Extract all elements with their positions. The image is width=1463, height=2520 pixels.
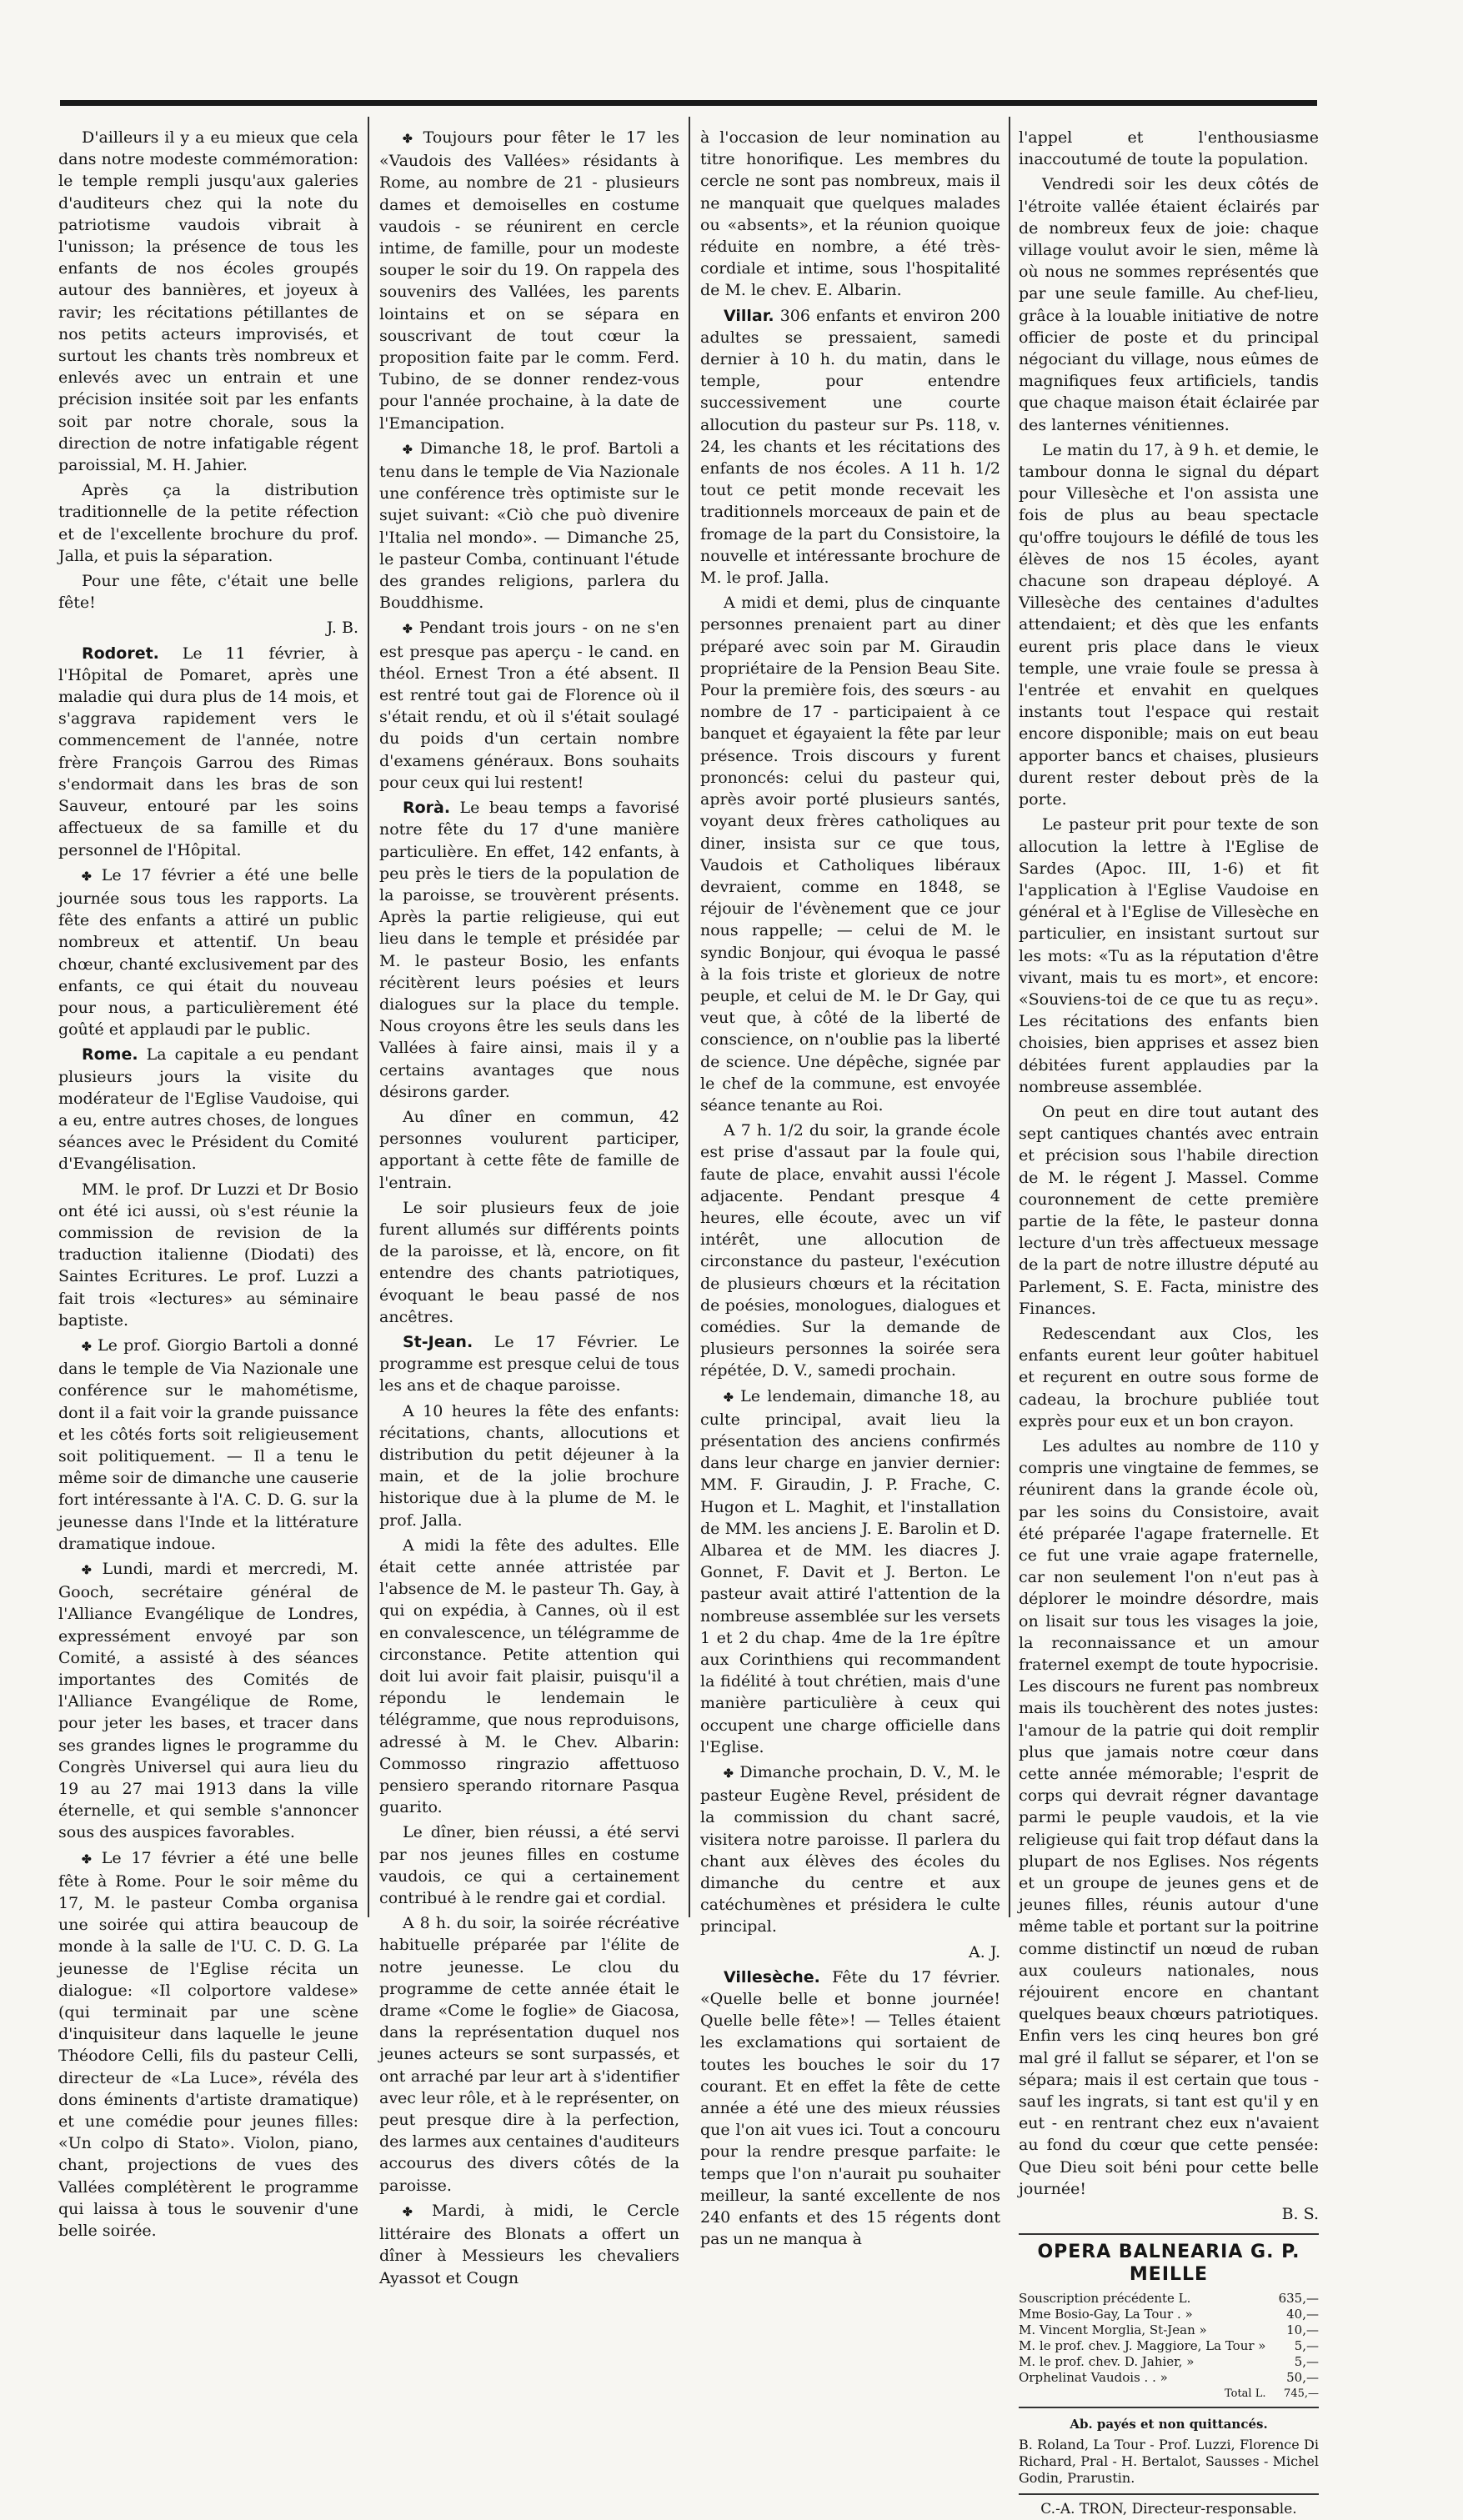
separator-icon: ✤	[403, 623, 413, 637]
paragraph: A 7 h. 1/2 du soir, la grande école est prise d'assaut par la foule qui, faute de place, envahit aussi l'école adjacente. Pendant presque 4 heures, elle écoute, avec un vif intérêt, une allocution de circonstance du pasteur, l'exécution de plusieurs chœurs et la récitation de poésies, monologues, dialogues et comédies. Sur la demande de plusieurs personnes la soirée sera répétée, D. V., samedi prochain.	[700, 1121, 1000, 1380]
paragraph-text: Lundi, mardi et mercredi, M. Gooch, secrétaire général de l'Alliance Evangélique de Londres, expressément envoyé par son Comité, a assisté à des séances importantes des Comités de l'Alliance Evangélique de Rome, pour jeter les bases, et tracer dans ses grandes lignes le programme du Congrès Universel qui aura lieu du 19 au 27 mai 1913 dans la ville éternelle, et qui semble s'annoncer sous des auspices favorables.	[58, 1560, 358, 1842]
paragraph-text: Le 17 février a été une belle journée sous tous les rapports. La fête des enfants a attiré un public nombreux et attentif. Un beau chœur, chanté exclusivement par des enfants, ce qui était du nouveau pour nous, a particulièrement été goûté et applaudi par le public.	[58, 865, 358, 1040]
separator-icon: ✤	[724, 1767, 734, 1781]
paid-title: Ab. payés et non quittancés.	[1070, 2416, 1268, 2432]
signature: A. J.	[969, 1942, 1000, 1961]
paragraph-text: Mardi, à midi, le Cercle littéraire des Blonats a offert un dîner à Messieurs les chevaliers Ayassot et Cougn	[379, 2201, 679, 2287]
paragraph: à l'occasion de leur nomination au titre honorifique. Les membres du cercle ne sont pas nombreux, mais il ne manquait que quelques malades ou «absents», et la réunion quoique réduite en nombre, a été très-cordiale et intime, sous l'hospitalité de M. le chev. E. Albarin.	[700, 128, 1000, 300]
paragraph: Pour une fête, c'était une belle fête!	[58, 572, 358, 613]
paragraph: On peut en dire tout autant des sept cantiques chantés avec entrain et précision sous l'habile direction de M. le régent J. Massel. Comme couronnement de cette première partie de la fête, le pasteur donna lecture d'un très affectueux message de la part de notre illustre député au Parlement, S. E. Facta, ministre des Finances.	[1019, 1102, 1319, 1318]
subscription-row	[1019, 2307, 1319, 2322]
paid-text: B. Roland, La Tour - Prof. Luzzi, Florence Di Richard, Pral - H. Bertalot, Sausses - Michel Godin, Prarustin.	[1019, 2436, 1319, 2486]
heading-villar: Villar.	[724, 306, 774, 325]
subscription-row	[1019, 2322, 1319, 2338]
signature: J. B.	[326, 619, 358, 638]
paragraph-text: Le 17 Février. Le programme est presque celui de tous les ans et de chaque paroisse.	[379, 1332, 679, 1395]
director-signature: C.-A. TRON, Directeur-responsable.	[1019, 2493, 1319, 2520]
subscription-amount: 50,—	[1286, 2369, 1319, 2385]
paragraph	[379, 617, 679, 794]
divider	[1019, 2407, 1319, 2408]
subscription-table	[1019, 2291, 1319, 2402]
paragraph	[700, 1761, 1000, 1938]
subscription-label: M. le prof. chev. J. Maggiore, La Tour »	[1019, 2337, 1266, 2353]
column-divider	[689, 117, 690, 1917]
top-rule	[60, 100, 1317, 106]
paragraph	[58, 1335, 358, 1555]
separator-icon: ✤	[82, 1564, 92, 1577]
paragraph: Au dîner en commun, 42 personnes voulurent participer, apportant à cette fête de famille de l'entrain.	[379, 1107, 679, 1192]
paragraph-villar	[700, 305, 1000, 589]
paragraph-villeseche	[700, 1966, 1000, 2251]
paragraph-rodoret	[58, 643, 358, 861]
paragraph-text: Le lendemain, dimanche 18, au culte principal, avait lieu la présentation des anciens confirmés dans leur charge en janvier dernier: MM. F. Giraudin, J. P. Frache, C. Hugon et L. Maghit, et l'installation de MM. les anciens J. E. Barolin et D. Albarea et de MM. les diacres J. Gonnet, F. Davit et J. Berton. Le pasteur avait attiré l'attention de la nombreuse assemblée sur les versets 1 et 2 du chap. 4me de la 1re épître aux Corinthiens qui recommandent la fidélité à tout chrétien, mais d'une manière particulière à ceux qui occupent une charge officielle dans l'Eglise.	[700, 1386, 1000, 1756]
subscription-amount: 5,—	[1294, 2353, 1319, 2369]
separator-icon: ✤	[724, 1390, 734, 1405]
separator-icon: ✤	[82, 1340, 92, 1354]
subscription-title: OPERA BALNEARIA G. P. MEILLE	[1019, 2233, 1319, 2285]
total-label: Total L.	[1224, 2387, 1266, 2400]
paragraph-text: 306 enfants et environ 200 adultes se pressaient, samedi dernier à 10 h. du matin, dans le temple, pour entendre successivement une courte allocution du pasteur sur Ps. 118, v. 24, les chants et les récitations des enfants de nos écoles. A 11 h. 1/2 tout ce petit monde recevait les traditionnels morceaux de pain et de fromage de la part du Consistoire, la nouvelle et intéressante brochure de M. le prof. Jalla.	[700, 306, 1000, 588]
subscription-box	[1019, 2233, 1319, 2520]
paragraph: Le soir plusieurs feux de joie furent allumés sur différents points de la paroisse, et là, encore, on fit entendre des chants patriotiques, évoquant le beau passé de nos ancêtres.	[379, 1198, 679, 1326]
paragraph-stjean	[379, 1331, 679, 1397]
total-amount: 745,—	[1284, 2387, 1319, 2400]
column-divider	[368, 117, 369, 1917]
column-3	[700, 127, 1000, 2249]
subscription-label: Mme Bosio-Gay, La Tour . »	[1019, 2306, 1193, 2322]
paragraph: MM. le prof. Dr Luzzi et Dr Bosio ont été ici aussi, où s'est réunie la commission de revision de la traduction italienne (Diodati) des Saintes Ecritures. Le prof. Luzzi a fait trois «lectures» au séminaire baptiste.	[58, 1180, 358, 1330]
subscription-amount: 40,—	[1286, 2306, 1319, 2322]
subscription-amount: 10,—	[1286, 2322, 1319, 2337]
paragraph: Le matin du 17, à 9 h. et demie, le tambour donna le signal du départ pour Villesèche et l'on assista une fois de plus au beau spectacle qu'offre toujours le défilé de tous les élèves de nos 15 écoles, ayant chacune son drapeau déployé. A Villesèche des centaines d'adultes attendaient; et dès que les enfants eurent pris place dans le vieux temple, une vraie foule se pressa à l'entrée et envahit en quelques instants tout l'espace qui restait encore disponible; mais on eut beau apporter bancs et chaises, plusieurs durent rester debout près de la porte.	[1019, 440, 1319, 809]
paragraph: Après ça la distribution traditionnelle de la petite réfection et de l'excellente brochure du prof. Jalla, et puis la séparation.	[58, 481, 358, 565]
column-1	[58, 127, 359, 2241]
paragraph: A midi la fête des adultes. Elle était cette année attristée par l'absence de M. le pasteur Th. Gay, à qui on expédia, à Cannes, où il est en convalescence, un télégramme de circonstance. Petite attention qui doit lui avoir fait plaisir, puisqu'il a répondu le lendemain le télégramme, que nous reproduisons, adressé à M. le Chev. Albarin: Commosso ringrazio affettuoso pensiero sperando ritornare Pasqua guarito.	[379, 1536, 679, 1817]
paragraph	[58, 1558, 358, 1844]
paragraph: Vendredi soir les deux côtés de l'étroite vallée étaient éclairés par de nombreux feux de joie: chaque village voulut avoir le sien, même là où nous ne sommes représentés que par une seule famille. Au chef-lieu, grâce à la louable initiative de notre officier de poste et du principal négociant du village, nous eûmes de magnifiques feux artificiels, tandis que chaque maison était éclairée par des lanternes vénitiennes.	[1019, 175, 1319, 434]
subscription-label: M. le prof. chev. D. Jahier, »	[1019, 2353, 1195, 2369]
subscription-label: M. Vincent Morglia, St-Jean »	[1019, 2322, 1207, 2337]
paragraph	[58, 1847, 358, 2242]
heading-stjean: St-Jean.	[403, 1332, 473, 1351]
paragraph: A 10 heures la fête des enfants: récitations, chants, allocutions et distribution du petit déjeuner à la main, et de la jolie brochure historique due à la plume de M. le prof. Jalla.	[379, 1401, 679, 1530]
paragraph: A midi et demi, plus de cinquante personnes prenaient part au diner préparé avec soin par M. Giraudin propriétaire de la Pension Beau Site. Pour la première fois, des sœurs - au nombre de 17 - participaient à ce banquet et égayaient la fête par leur présence. Trois discours y furent prononcés: celui du pasteur qui, après avoir porté plusieurs santés, voyant deux frères catholiques au diner, insista sur ce que tous, Vaudois et Catholiques libéraux devraient, comme en 1848, se réjouir de l'évènement que ce jour nous rappelle; — celui de M. le syndic Bonjour, qui évoqua le passé à la fois triste et glorieux de notre peuple, et celui de M. le Dr Gay, qui veut que, à côté de la liberté de conscience, on n'oublie pas la liberté de science. Une dépêche, signée par le chef de la commune, est envoyée séance tenante au Roi.	[700, 594, 1000, 1115]
paragraph: Redescendant aux Clos, les enfants eurent leur goûter habituel et reçurent en outre sous forme de cadeau, la brochure publiée tout exprès pour eux et un bon crayon.	[1019, 1324, 1319, 1430]
paragraph: l'appel et l'enthousiasme inaccoutumé de toute la population.	[1019, 128, 1319, 169]
column-divider	[1009, 117, 1010, 1917]
paragraph: A 8 h. du soir, la soirée récréative habituelle préparée par l'élite de notre jeunesse. Le clou du programme de cette année était le drame «Come le foglie» de Giacosa, dans la représentation duquel nos jeunes acteurs se sont surpassés, et ont arraché par leur art à s'identifier avec leur rôle, et à le représenter, on peut presque dire à la perfection, des larmes aux centaines d'auditeurs accourus des divers côtés de la paroisse.	[379, 1914, 679, 2195]
subscription-label: Orphelinat Vaudois . . »	[1019, 2369, 1168, 2385]
heading-rodoret: Rodoret.	[82, 644, 159, 663]
paragraph-text: Dimanche 18, le prof. Bartoli a tenu dans le temple de Via Nazionale une conférence très optimiste sur le sujet suivant: «Ciò che può divenire l'Italia nel mondo». — Dimanche 25, le pasteur Comba, continuant l'étude des grandes religions, parlera du Bouddhisme.	[379, 438, 679, 613]
subscription-row	[1019, 2338, 1319, 2354]
paragraph	[379, 2200, 679, 2289]
subscription-row	[1019, 2291, 1319, 2307]
subscription-amount: 5,—	[1294, 2337, 1319, 2353]
paragraph-text: Le beau temps a favorisé notre fête du 17 d'une manière particulière. En effet, 142 enfants, à peu près le tiers de la population de la paroisse, se trouvèrent présents. Après la partie religieuse, qui eut lieu dans le temple et présidée par M. le pasteur Bosio, les enfants récitèrent leurs poésies et leurs dialogues sur la place du temple. Nous croyons être les seuls dans les Vallées à faire ainsi, mais il y a certains avantages que nous désirons garder.	[379, 799, 679, 1101]
paragraph-rora	[379, 797, 679, 1103]
paragraph: Les adultes au nombre de 110 y compris une vingtaine de femmes, se réunirent dans la grande école où, par les soins du Consistoire, avait été préparée l'agape fraternelle. Et ce fut une vraie agape fraternelle, car non seulement l'on n'eut pas à déplorer le moindre désordre, mais on lisait sur tous les visages la joie, la reconnaissance et un amour fraternel exempt de toute hypocrisie. Les discours ne furent pas nombreux mais ils touchèrent des notes justes: l'amour de la patrie qui doit remplir plus que jamais notre cœur dans cette année mémorable; l'esprit de corps qui devrait régner davantage parmi le peuple vaudois, et la vie religieuse qui fait trop défaut dans la plupart de nos Eglises. Nos régents et un groupe de jeunes gens et de jeunes filles, réunis autour d'une même table et portant sur la poitrine comme distinctif un nœud de ruban aux couleurs nationales, nous réjouirent encore en chantant quelques beaux chœurs patriotiques. Enfin vers les cinq heures bon gré mal gré il fallut se séparer, et l'on se sépara; mais il est certain que tous - sauf les ingrats, si tant est qu'il y en eut - en rentrant chez eux n'avaient au fond du cœur que cette pensée: Que Dieu soit béni pour cette belle journée!	[1019, 1436, 1319, 2198]
signature: B. S.	[1281, 2205, 1319, 2224]
subscription-row	[1019, 2354, 1319, 2370]
separator-icon: ✤	[403, 443, 413, 457]
column-2	[379, 127, 680, 2287]
subscription-label: Souscription précédente L.	[1019, 2290, 1191, 2306]
paragraph	[700, 1385, 1000, 1758]
paragraph: Le pasteur prit pour texte de son allocution la lettre à l'Eglise de Sardes (Apoc. III, 1-6) et fit l'application à l'Eglise Vaudoise en général et à l'Eglise de Villesèche en particulier, en insistant surtout sur les mots: «Tu as la réputation d'être vivant, mais tu es mort», et encore: «Souviens-toi de ce que tu as reçu». Les récitations des enfants bien choisies, bien apprises et assez bien débitées furent applaudies par la nombreuse assemblée.	[1019, 815, 1319, 1096]
paragraph-rome	[58, 1044, 358, 1175]
separator-icon: ✤	[403, 133, 413, 146]
paragraph-text: Toujours pour fêter le 17 les «Vaudois des Vallées» résidants à Rome, au nombre de 21 - plusieurs dames et demoiselles en costume vaudois - se réunirent en cercle intime, de famille, pour un modeste souper le soir du 19. On rappela des souvenirs des Vallées, les parents lointains et on se sépara en souscrivant de tout cœur la proposition faite par le comm. Ferd. Tubino, de se donner rendez-vous pour l'année prochaine, à la date de l'Emancipation.	[379, 128, 680, 433]
separator-icon: ✤	[82, 1852, 92, 1866]
separator-icon: ✤	[82, 869, 92, 884]
paragraph	[58, 864, 358, 1041]
paragraph: D'ailleurs il y a eu mieux que cela dans notre modeste commémoration: le temple rempli jusqu'aux galeries d'auditeurs chez qui la note du patriotisme vaudois vibrait à l'unisson; la présence de tous les enfants de nos écoles groupés autour des bannières, et joyeux à ravir; les récitations pétillantes de nos petits acteurs improvisés, et surtout les chants très nombreux et enlevés avec un entrain et une précision insitée soit par les enfants soit par notre chorale, sous la direction de notre infatigable régent paroissial, M. H. Jahier.	[58, 128, 358, 475]
paragraph	[379, 127, 679, 434]
paragraph-text: Fête du 17 février. «Quelle belle et bonne journée! Quelle belle fête»! — Telles étaient les exclamations qui sortaient de toutes les bouches le soir du 17 courant. Et en effet la fête de cette année a été une des mieux réussies que l'on ait vues ici. Tout a concouru pour la rendre presque parfaite: le temps que l'on n'aurait pu souhaiter meilleur, la santé excellente de nos 240 enfants et des 15 régents dont pas un ne manqua à	[700, 1967, 1000, 2249]
paragraph-text: Le 17 février a été une belle fête à Rome. Pour le soir même du 17, M. le pasteur Comba organisa une soirée qui attira beaucoup de monde à la salle de l'U. C. D. G. La jeunesse de l'Eglise récita un dialogue: «Il colportore valdese» (qui terminait par une scène d'inquisiteur dans laquelle le jeune Théodore Celli, fils du pasteur Celli, directeur de «La Luce», révéla des dons éminents d'artiste dramatique) et une comédie pour jeunes filles: «Un colpo di Stato». Violon, piano, chant, projections de vues des Vallées complétèrent le programme qui laissa à tous le souvenir d'une belle soirée.	[58, 1848, 358, 2241]
separator-icon: ✤	[403, 2205, 413, 2219]
paragraph-text: Le prof. Giorgio Bartoli a donné dans le temple de Via Nazionale une conférence sur le mahométisme, dont il a fait voir la grande puissance et les côtés forts soit religieusement soit politiquement. — Il a tenu le même soir de dimanche une causerie fort intéressante à l'A. C. D. G. sur la jeunesse dans l'Inde et la littérature dramatique indoue.	[58, 1335, 359, 1553]
subscription-row	[1019, 2370, 1319, 2386]
paragraph-text: Le 11 février, à l'Hôpital de Pomaret, après une maladie qui dura plus de 14 mois, et s'aggrava rapidement vers le commencement de l'année, notre frère François Garrou des Rimas s'endormait dans les bras de son Sauveur, entouré par les soins affectueux de sa famille et du personnel de l'Hôpital.	[58, 644, 358, 859]
heading-villeseche: Villesèche.	[724, 1967, 820, 1986]
paragraph-text: Dimanche prochain, D. V., M. le pasteur Eugène Revel, président de la commission du chant sacré, visitera notre paroisse. Il parlera du chant aux élèves des écoles du dimanche du centre et aux catéchumènes et présidera le culte principal.	[700, 1763, 1000, 1936]
heading-rora: Rorà.	[403, 799, 451, 818]
paragraph: Le dîner, bien réussi, a été servi par nos jeunes filles en costume vaudois, ce qui a certainement contribué à le rendre gai et cordial.	[379, 1823, 679, 1908]
subscription-amount: 635,—	[1278, 2290, 1319, 2306]
subscription-total	[1019, 2386, 1319, 2402]
heading-rome: Rome.	[82, 1045, 138, 1065]
paragraph-text: La capitale a eu pendant plusieurs jours la visite du modérateur de l'Eglise Vaudoise, qui a eu, entre autres choses, de longues séances avec le Président du Comité d'Evangélisation.	[58, 1045, 358, 1174]
column-4	[1019, 127, 1319, 2517]
paragraph-text: Pendant trois jours - on ne s'en est presque pas aperçu - le cand. en théol. Ernest Tron a été absent. Il est rentré tout gai de Florence où il s'était rendu, et où il s'était soulagé du poids d'un certain nombre d'examens généraux. Bons souhaits pour ceux qui lui restent!	[379, 619, 679, 792]
paragraph	[379, 438, 679, 614]
